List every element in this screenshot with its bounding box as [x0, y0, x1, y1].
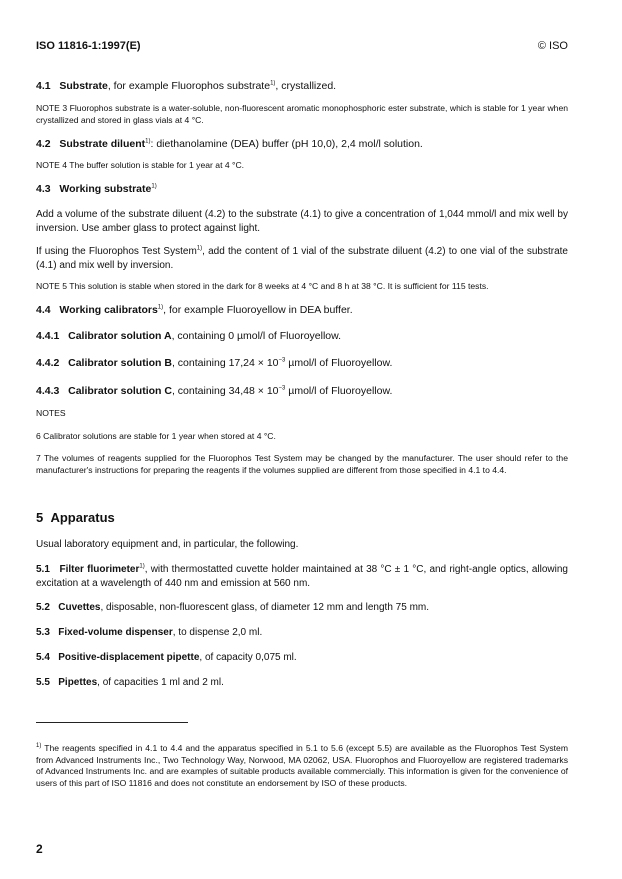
- clause-text: : diethanolamine (DEA) buffer (pH 10,0), 2,4 mol/l solution.: [150, 138, 423, 150]
- footnote-1: [36, 743, 568, 789]
- clause-title: Substrate: [59, 80, 108, 92]
- note-7: 7 The volumes of reagents supplied for the Fluorophos Test System may be changed by the manufacturer. The user should refer to the manufacturer's instructions for preparing the reagents if the volumes supplied are different from those specified in 4.1 to 4.4.: [36, 453, 568, 475]
- paragraph-5: Usual laboratory equipment and, in particular, the following.: [36, 539, 299, 550]
- clause-4-2: [36, 137, 568, 151]
- document-id: ISO 11816-1:1997(E): [36, 40, 141, 52]
- clause-title: Fixed-volume dispenser: [58, 627, 173, 638]
- clause-number: 5.5: [36, 677, 50, 688]
- clause-text: , of capacity 0,075 ml.: [199, 652, 297, 663]
- footnote-text: The reagents specified in 4.1 to 4.4 and the apparatus specified in 5.1 to 5.6 (except 5.5) are available as the Fluorophos Test System from Advanced Instruments Inc., Two Technology Way, Norwood, MA 02062, USA. Fluorophos and Fluoroyellow are registered trademarks of Advanced Instruments Inc. and are examples of suitable products available commercially. This information is given for the convenience of users of this part of ISO 11816 and does not constitute an endorsement by ISO of these products.: [36, 743, 568, 788]
- footnote-ref: 1): [151, 183, 157, 190]
- section-5-heading: [36, 510, 568, 525]
- clause-number: 4.4.2: [36, 357, 60, 369]
- copyright-mark: © ISO: [537, 40, 568, 52]
- clause-5-1: [36, 563, 568, 590]
- clause-text: , for example Fluorophos substrate: [107, 80, 271, 92]
- footnote-ref: 1): [139, 563, 145, 570]
- clause-5-3: [36, 626, 568, 640]
- clause-number: 5.4: [36, 652, 50, 663]
- clause-text: , containing 34,48 × 10: [171, 385, 279, 397]
- clause-number: 4.2: [36, 138, 51, 150]
- clause-title: Pipettes: [58, 677, 98, 688]
- clause-5-5: [36, 676, 568, 690]
- page-number: 2: [36, 842, 43, 856]
- clause-number: 4.1: [36, 80, 51, 92]
- note-6: 6 Calibrator solutions are stable for 1 year when stored at 4 °C.: [36, 431, 276, 441]
- clause-title: Calibrator solution C: [68, 385, 172, 397]
- clause-title: Working calibrators: [59, 304, 158, 316]
- clause-title: Working substrate: [59, 183, 152, 195]
- clause-4-4-3: [36, 384, 568, 398]
- exponent: −3: [278, 385, 286, 392]
- clause-title: Substrate diluent: [59, 138, 146, 150]
- clause-4-4-2: [36, 356, 568, 370]
- clause-number: 5.2: [36, 602, 50, 613]
- section-number: 5: [36, 510, 44, 525]
- clause-text: , containing 17,24 × 10: [171, 357, 279, 369]
- section-title: Apparatus: [50, 510, 115, 525]
- footnote-marker: 1): [36, 743, 42, 750]
- clause-tail: , crystallized.: [275, 80, 337, 92]
- clause-4-3: [36, 182, 568, 196]
- note-3: NOTE 3 Fluorophos substrate is a water-soluble, non-fluorescent aromatic monophosphoric ester substrate, which is stable for 1 year when crystallized and stored in glass vials at 4 °C.: [36, 103, 568, 125]
- clause-text: , with thermostatted cuvette holder maintained at 38 °C ± 1 °C, and right-angle optics, allowing excitation at a wavelength of 440 nm and emission at 560 nm.: [36, 564, 568, 589]
- clause-title: Calibrator solution B: [68, 357, 172, 369]
- clause-5-2: [36, 601, 568, 615]
- clause-5-4: [36, 651, 568, 665]
- clause-tail: µmol/l of Fluoroyellow.: [285, 385, 393, 397]
- clause-number: 5.1: [36, 564, 50, 575]
- clause-text: , to dispense 2,0 ml.: [172, 627, 263, 638]
- footnote-ref: 1): [145, 138, 151, 145]
- clause-4-1: [36, 79, 568, 93]
- clause-title: Positive-displacement pipette: [58, 652, 200, 663]
- footnote-ref: 1): [270, 80, 276, 87]
- clause-number: 4.4.3: [36, 385, 60, 397]
- text-post: , add the content of 1 vial of the substrate diluent (4.2) to one vial of the substrate (4.1) and mix well by inversion.: [36, 246, 568, 271]
- clause-title: Calibrator solution A: [68, 330, 172, 342]
- footnote-divider: [36, 722, 188, 723]
- clause-4-4: [36, 303, 568, 317]
- notes-heading: NOTES: [36, 408, 66, 418]
- clause-text: , disposable, non-fluorescent glass, of diameter 12 mm and length 75 mm.: [100, 602, 430, 613]
- clause-text: , for example Fluoroyellow in DEA buffer.: [163, 304, 353, 316]
- clause-title: Filter fluorimeter: [59, 564, 140, 575]
- clause-text: , containing 0 µmol/l of Fluoroyellow.: [171, 330, 342, 342]
- footnote-ref: 1): [157, 304, 164, 311]
- footnote-ref: 1): [196, 245, 203, 252]
- clause-title: Cuvettes: [58, 602, 101, 613]
- clause-number: 4.3: [36, 183, 51, 195]
- note-5: NOTE 5 This solution is stable when stored in the dark for 8 weeks at 4 °C and 8 h at 38 °C. It is sufficient for 115 tests.: [36, 281, 489, 291]
- clause-number: 4.4.1: [36, 330, 60, 342]
- paragraph-4-3-a: Add a volume of the substrate diluent (4.2) to the substrate (4.1) to give a concentration of 1,044 mmol/l and mix well by inversion. Use amber glass to protect against light.: [36, 209, 568, 234]
- clause-4-4-1: [36, 329, 568, 343]
- paragraph-4-3-b: [36, 245, 568, 272]
- clause-text: , of capacities 1 ml and 2 ml.: [97, 677, 224, 688]
- text-pre: If using the Fluorophos Test System: [36, 246, 197, 257]
- clause-number: 5.3: [36, 627, 50, 638]
- clause-tail: µmol/l of Fluoroyellow.: [285, 357, 393, 369]
- note-4: NOTE 4 The buffer solution is stable for 1 year at 4 °C.: [36, 160, 245, 170]
- exponent: −3: [278, 357, 286, 364]
- clause-number: 4.4: [36, 304, 51, 316]
